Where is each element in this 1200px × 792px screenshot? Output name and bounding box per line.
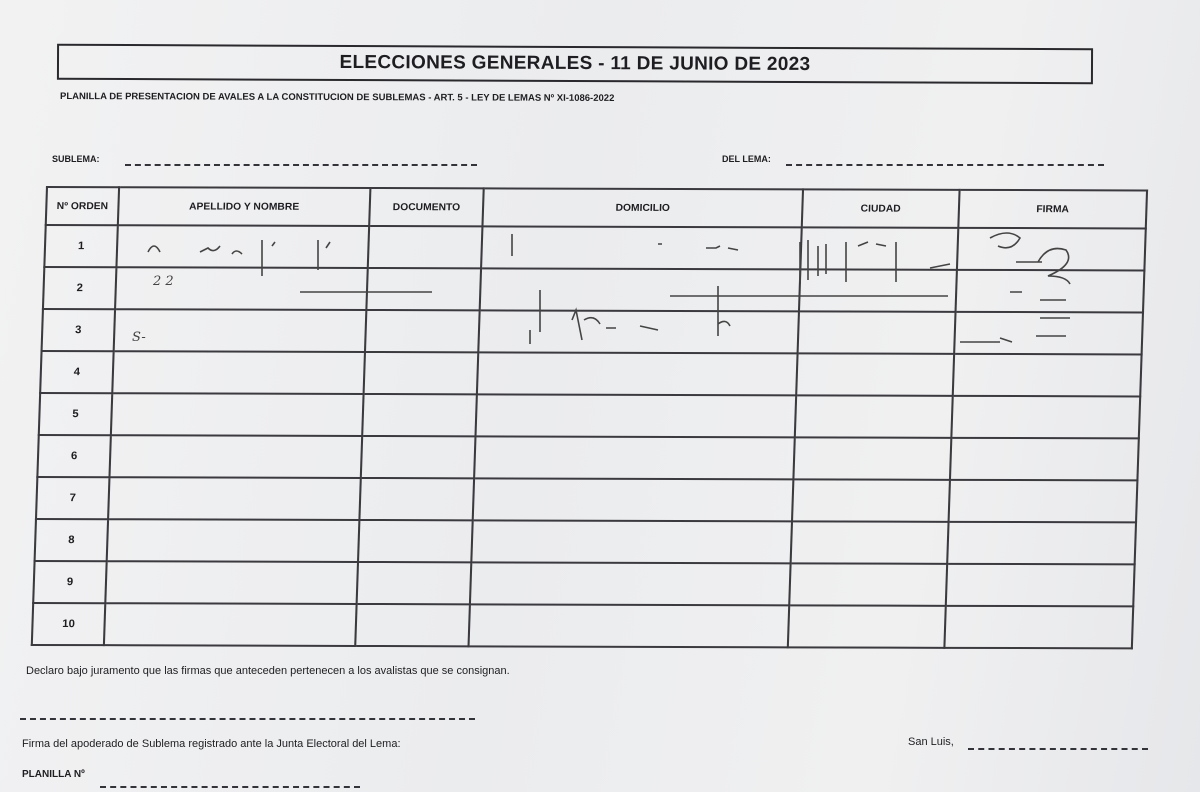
planilla-number-label: PLANILLA Nº: [22, 769, 85, 780]
column-header-orden: Nº ORDEN: [46, 187, 119, 225]
row-number: 2: [43, 267, 116, 309]
column-header-firma: FIRMA: [958, 190, 1147, 229]
planilla-number-line[interactable]: [100, 786, 360, 788]
sublema-label: SUBLEMA:: [52, 154, 100, 164]
column-header-ciudad: CIUDAD: [802, 189, 960, 227]
apoderado-signature-line[interactable]: [20, 718, 475, 720]
apoderado-signature-caption: Firma del apoderado de Sublema registrado ante la Junta Electoral del Lema:: [22, 738, 401, 750]
form-subtitle: PLANILLA DE PRESENTACION DE AVALES A LA CONSTITUCION DE SUBLEMAS - ART. 5 - LEY DE LEMAS Nº XI-1086-2022: [59, 91, 615, 104]
city-date-label: San Luis,: [908, 736, 954, 748]
date-field-line[interactable]: [968, 748, 1148, 750]
form-title: ELECCIONES GENERALES - 11 DE JUNIO DE 2023: [57, 44, 1093, 85]
handwritten-row3-name: S-: [132, 330, 146, 345]
column-header-documento: DOCUMENTO: [369, 188, 484, 226]
redacted-handwriting: [148, 233, 1070, 344]
column-header-domicilio: DOMICILIO: [482, 188, 803, 227]
row-number: 10: [32, 603, 105, 645]
row-number: 4: [40, 351, 113, 393]
row-number: 6: [37, 435, 110, 477]
row-number: 3: [42, 309, 115, 351]
row-number: 5: [39, 393, 112, 435]
row-number: 8: [35, 519, 108, 561]
handwritten-row2-name: 2 2: [153, 274, 174, 289]
row-number: 7: [36, 477, 109, 519]
sworn-declaration: Declaro bajo juramento que las firmas que anteceden pertenecen a los avalistas que se consignan.: [26, 665, 510, 677]
lema-label: DEL LEMA:: [722, 154, 771, 164]
column-header-apellido-nombre: APELLIDO Y NOMBRE: [118, 187, 371, 226]
row-number: 9: [33, 561, 106, 603]
row-number: 1: [44, 225, 117, 267]
